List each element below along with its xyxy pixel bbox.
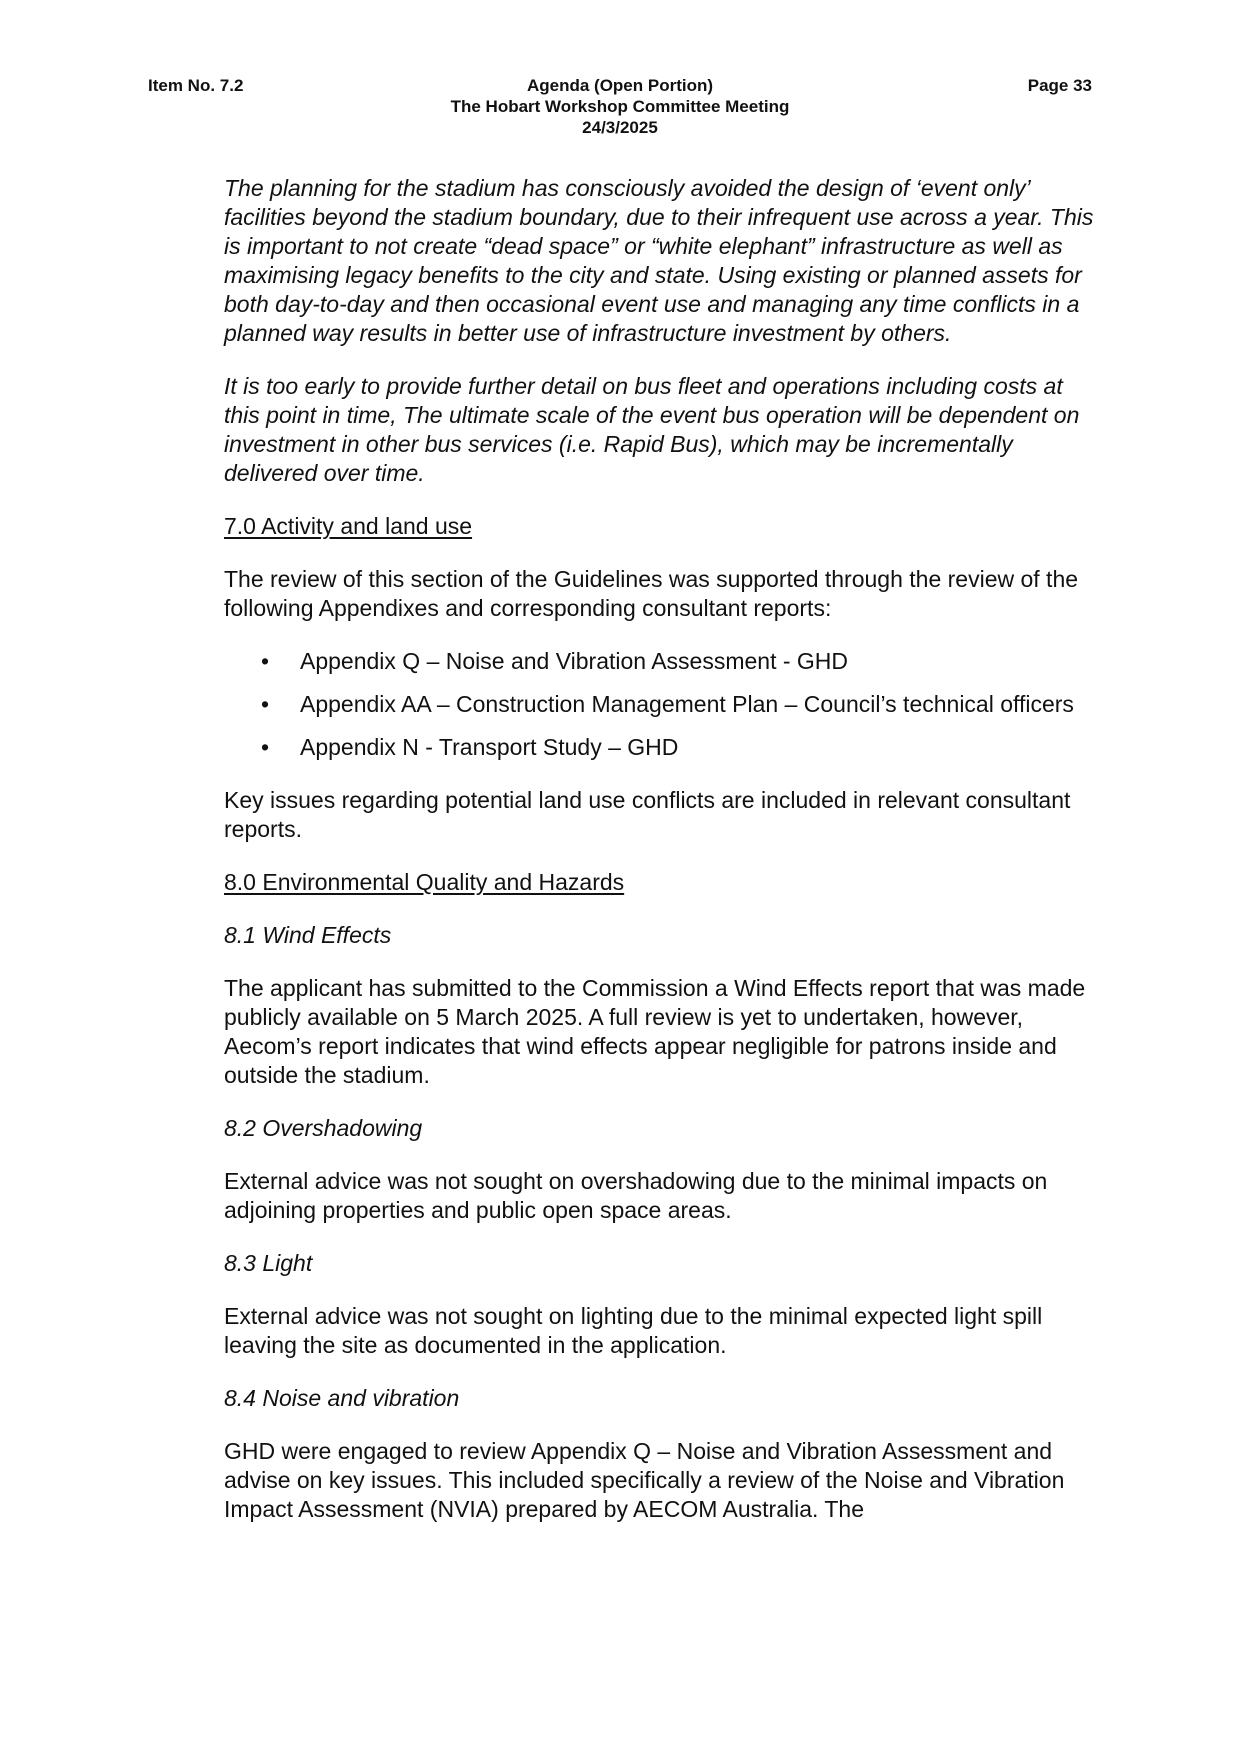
- agenda-title: Agenda (Open Portion): [526, 76, 714, 95]
- subsection-8-1-heading: 8.1 Wind Effects: [224, 922, 392, 948]
- appendix-list: [224, 647, 1100, 762]
- subsection-8-3-heading: 8.3 Light: [224, 1250, 313, 1276]
- bullet-icon: •: [261, 648, 270, 674]
- subsection-8-4-text: GHD were engaged to review Appendix Q – Noise and Vibration Assessment and advise on key issues. This included specifically a review of the Noise and Vibration Impact Assessment (NVIA) prepared by AECOM Australia. The: [224, 1438, 1065, 1522]
- header-center: [148, 75, 1092, 138]
- committee-name: The Hobart Workshop Committee Meeting: [450, 97, 790, 116]
- section-7-heading: 7.0 Activity and land use: [224, 513, 473, 539]
- list-item: [224, 733, 1100, 762]
- page-header: [148, 75, 1092, 138]
- document-body: [224, 174, 1100, 1548]
- list-item-text: Appendix Q – Noise and Vibration Assessment - GHD: [300, 648, 849, 674]
- list-item: [224, 647, 1100, 676]
- bullet-icon: •: [261, 734, 270, 760]
- list-item: [224, 690, 1100, 719]
- meeting-date: 24/3/2025: [582, 118, 658, 137]
- paragraph-bus-fleet: It is too early to provide further detail on bus fleet and operations including costs at this point in time, The ultimate scale of the event bus operation will be dependent on investment in other bus services (i.e. Rapid Bus), which may be incrementally delivered over time.: [224, 373, 1080, 486]
- subsection-8-1-text: The applicant has submitted to the Commission a Wind Effects report that was made publicly available on 5 March 2025. A full review is yet to undertaken, however, Aecom’s report indicates that wind effects appear negligible for patrons inside and outside the stadium.: [224, 975, 1086, 1088]
- list-item-text: Appendix AA – Construction Management Plan – Council’s technical officers: [300, 691, 1074, 717]
- list-item-text: Appendix N - Transport Study – GHD: [300, 734, 679, 760]
- section-8-heading: 8.0 Environmental Quality and Hazards: [224, 869, 625, 895]
- item-number: Item No. 7.2: [148, 76, 244, 95]
- subsection-8-2-text: External advice was not sought on overshadowing due to the minimal impacts on adjoining properties and public open space areas.: [224, 1168, 1048, 1223]
- section-7-key-issues: Key issues regarding potential land use conflicts are included in relevant consultant reports.: [224, 787, 1071, 842]
- bullet-icon: •: [261, 691, 270, 717]
- subsection-8-4-heading: 8.4 Noise and vibration: [224, 1385, 460, 1411]
- paragraph-event-facilities: The planning for the stadium has consciously avoided the design of ‘event only’ facilities beyond the stadium boundary, due to their infrequent use across a year. This is important to not create “dead space” or “white elephant” infrastructure as well as maximising legacy benefits to the city and state. Using existing or planned assets for both day-to-day and then occasional event use and managing any time conflicts in a planned way results in better use of infrastructure investment by others.: [224, 175, 1094, 346]
- page-number: Page 33: [1027, 76, 1092, 95]
- section-7-intro: The review of this section of the Guidelines was supported through the review of the following Appendixes and corresponding consultant reports:: [224, 566, 1079, 621]
- subsection-8-3-text: External advice was not sought on lighting due to the minimal expected light spill leaving the site as documented in the application.: [224, 1303, 1043, 1358]
- subsection-8-2-heading: 8.2 Overshadowing: [224, 1115, 423, 1141]
